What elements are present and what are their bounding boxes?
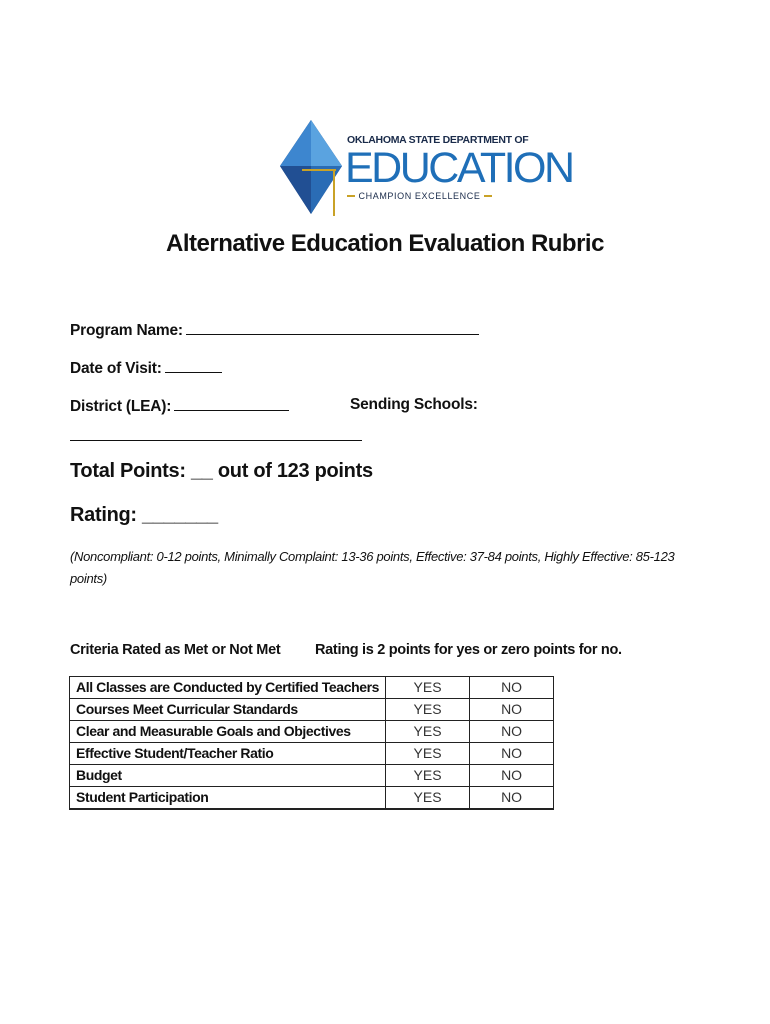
- program-name-label: Program Name:: [70, 322, 183, 339]
- yes-option[interactable]: YES: [386, 765, 470, 787]
- no-option[interactable]: NO: [470, 677, 554, 699]
- district-blank[interactable]: [174, 396, 289, 411]
- program-name-field[interactable]: [70, 320, 479, 340]
- district-field[interactable]: [70, 396, 289, 416]
- no-option[interactable]: NO: [470, 743, 554, 765]
- no-option[interactable]: NO: [470, 765, 554, 787]
- table-row: [70, 677, 554, 699]
- logo-department-text: OKLAHOMA STATE DEPARTMENT OF: [347, 134, 529, 146]
- table-row: [70, 699, 554, 721]
- table-row: [70, 721, 554, 743]
- criteria-header: Criteria Rated as Met or Not Met: [70, 642, 281, 658]
- criterion-label: Courses Meet Curricular Standards: [70, 699, 386, 721]
- date-of-visit-field[interactable]: [70, 358, 222, 378]
- yes-option[interactable]: YES: [386, 677, 470, 699]
- yes-option[interactable]: YES: [386, 787, 470, 810]
- document-title: Alternative Education Evaluation Rubric: [166, 230, 604, 257]
- table-row: [70, 743, 554, 765]
- diamond-logo-icon: [278, 118, 344, 218]
- no-option[interactable]: NO: [470, 699, 554, 721]
- criterion-label: Effective Student/Teacher Ratio: [70, 743, 386, 765]
- program-name-blank[interactable]: [186, 320, 479, 335]
- criteria-table: [69, 676, 554, 810]
- rating: Rating: _______: [70, 504, 218, 526]
- rating-scale-note: (Noncompliant: 0-12 points, Minimally Complaint: 13-36 points, Effective: 37-84 points, Highly Effective: 85-123 points): [70, 549, 675, 586]
- criterion-label: Student Participation: [70, 787, 386, 810]
- criterion-label: Budget: [70, 765, 386, 787]
- yes-option[interactable]: YES: [386, 699, 470, 721]
- table-row: [70, 765, 554, 787]
- criterion-label: All Classes are Conducted by Certified Teachers: [70, 677, 386, 699]
- no-option[interactable]: NO: [470, 787, 554, 810]
- sending-schools-blank[interactable]: [70, 440, 362, 441]
- yes-option[interactable]: YES: [386, 743, 470, 765]
- scoring-note: Rating is 2 points for yes or zero points for no.: [315, 642, 622, 658]
- criterion-label: Clear and Measurable Goals and Objectives: [70, 721, 386, 743]
- total-points: Total Points: __ out of 123 points: [70, 460, 373, 482]
- date-of-visit-label: Date of Visit:: [70, 360, 162, 377]
- date-of-visit-blank[interactable]: [165, 358, 222, 373]
- table-row: [70, 787, 554, 810]
- district-label: District (LEA):: [70, 398, 172, 415]
- no-option[interactable]: NO: [470, 721, 554, 743]
- osde-logo: [278, 118, 573, 218]
- logo-tagline: [347, 191, 492, 201]
- yes-option[interactable]: YES: [386, 721, 470, 743]
- logo-education-text: EDUCATION: [345, 144, 573, 192]
- logo-tagline-text: CHAMPION EXCELLENCE: [358, 191, 481, 201]
- sending-schools-label: Sending Schools:: [350, 396, 478, 413]
